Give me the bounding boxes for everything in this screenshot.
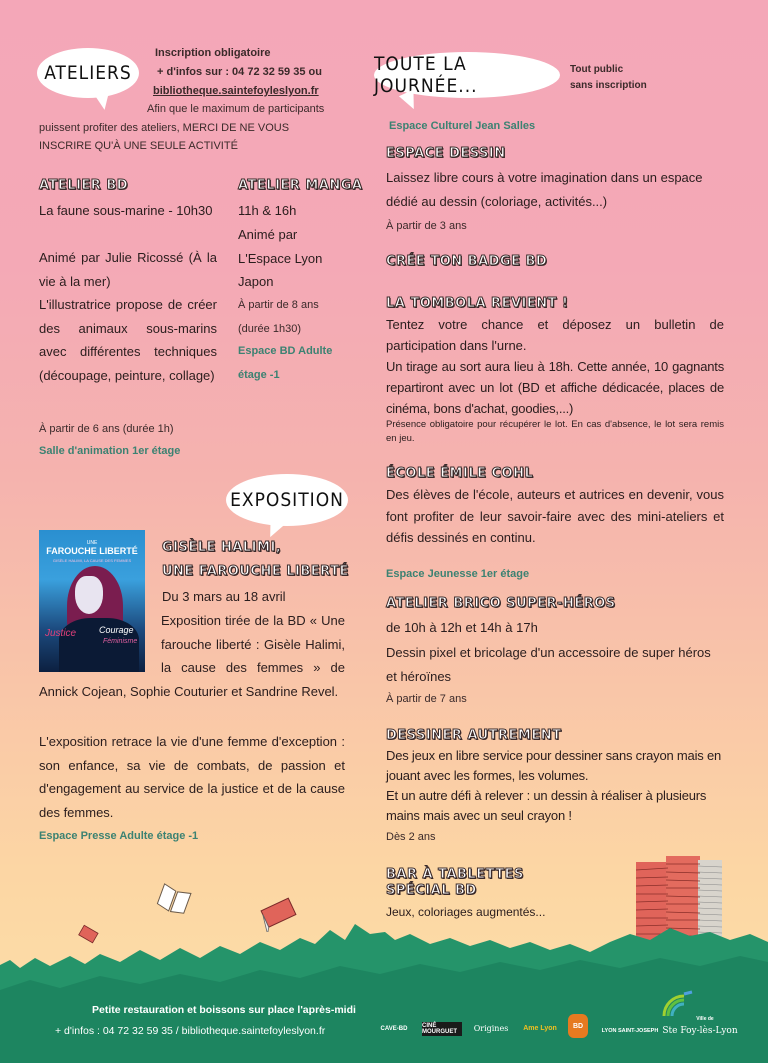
exposition-bubble (226, 474, 348, 526)
exposition-title-line1: GISÈLE HALIMI, (162, 540, 282, 555)
exposition-title-line2: UNE FAROUCHE LIBERTÉ (162, 564, 349, 579)
autrement-desc1: Des jeux en libre service pour dessiner sans crayon mais en jouant avec les formes, les volumes. (386, 748, 722, 783)
logo-origines: Origines (473, 1023, 509, 1033)
exposition-bubble-label: EXPOSITION (230, 489, 344, 511)
cover-title: FAROUCHE LIBERTÉ (46, 546, 138, 556)
espace-dessin-desc: Laissez libre cours à votre imagination dans un espace dédié au dessin (coloriage, activités...) (386, 170, 703, 209)
logo-ste-foy: Ste Foy-lès-Lyon (662, 1026, 738, 1036)
logo-cave-bd: CAVE-BD (380, 1026, 408, 1032)
inscription-line-2: + d'infos sur : 04 72 32 59 35 ou (157, 66, 322, 78)
atelier-bd-age: À partir de 6 ans (durée 1h) (39, 423, 174, 435)
notice-line-1: puissent profiter des ateliers, MERCI DE NE VOUS (39, 122, 290, 134)
ateliers-bubble-label: ATELIERS (44, 62, 132, 84)
exposition-desc1: Exposition tirée de la BD « Une farouche liberté : Gisèle Halimi, la cause des femmes » de Annick Cojean, Sophie Couturier et Sandrine Revel. (39, 613, 345, 699)
atelier-bd-line3: L'illustratrice propose de créer des animaux sous-marins avec différentes techniques (découpage, peinture, collage) (39, 297, 217, 383)
exposition-location: Espace Presse Adulte étage -1 (39, 830, 199, 842)
cover-word-justice: Justice (45, 628, 77, 639)
inscription-line-4: Afin que le maximum de participants (147, 103, 325, 115)
bubble-tail (263, 517, 285, 540)
atelier-bd-line1: La faune sous-marine - 10h30 (39, 203, 213, 218)
atelier-manga-age: À partir de 8 ans (durée 1h30) (238, 299, 319, 335)
inscription-link[interactable]: bibliotheque.saintefoyleslyon.fr (153, 85, 319, 97)
journee-bubble (374, 52, 560, 98)
journee-public-line1: Tout public (570, 64, 624, 75)
brico-age: À partir de 7 ans (386, 693, 467, 705)
atelier-bd-location: Salle d'animation 1er étage (39, 445, 181, 457)
exposition-dates: Du 3 mars au 18 avril (162, 589, 286, 604)
atelier-bd-line2: Animé par Julie Ricossé (À la vie à la mer) (39, 250, 217, 289)
tombola-desc2: Un tirage au sort aura lieu à 18h. Cette année, 10 gagnants repartiront avec un lot (BD et affiche dédicacée, places de cinéma, bons d'achat, goodies,...) (386, 359, 724, 416)
journee-location-2: Espace Jeunesse 1er étage (386, 568, 530, 580)
journee-bubble-label: TOUTE LA JOURNÉE... (374, 53, 478, 97)
footer-line-2[interactable]: + d'infos : 04 72 32 59 35 / bibliotheque.saintefoyleslyon.fr (55, 1025, 326, 1037)
cover-word-feminisme: Féminisme (103, 638, 138, 645)
journee-location-1: Espace Culturel Jean Salles (389, 120, 536, 132)
tombola-note: Présence obligatoire pour récupérer le lot. En cas d'absence, le lot sera remis en jeu. (386, 419, 724, 444)
ateliers-bubble (37, 48, 139, 98)
inscription-line-1: Inscription obligatoire (155, 47, 271, 59)
logo-cine-mourguet: CINÉ MOURGUET (422, 1022, 462, 1036)
bubble-tail (94, 91, 113, 112)
cover-small-top: UNE (86, 540, 98, 546)
city-prefix: Ville de (696, 1016, 714, 1022)
notice-line-2: INSCRIRE QU'À UNE SEULE ACTIVITÉ (39, 140, 238, 152)
open-book-icon (156, 882, 192, 916)
brico-title: ATELIER BRICO SUPER-HÉROS (386, 596, 616, 611)
brico-desc: Dessin pixel et bricolage d'un accessoire de super héros et héroïnes (386, 645, 711, 684)
cohl-desc: Des élèves de l'école, auteurs et autrices en devenir, vous font profiter de leur savoir-faire avec des mini-ateliers et défis dessinés en continu. (386, 487, 724, 545)
autrement-age: Dès 2 ans (386, 831, 436, 843)
autrement-title: DESSINER AUTREMENT (386, 728, 562, 743)
atelier-manga-line2: Animé par L'Espace Lyon Japon (238, 227, 323, 289)
atelier-manga-line1: 11h & 16h (238, 203, 297, 218)
espace-dessin-title: ESPACE DESSIN (386, 146, 506, 161)
autrement-desc2: Et un autre défi à relever : un dessin à réaliser à plusieurs mains mais avec un seul crayon ! (386, 788, 707, 823)
atelier-bd-title: ATELIER BD (39, 178, 129, 193)
logo-ame-lyon: Ame Lyon (523, 1024, 557, 1032)
badge-title: CRÉE TON BADGE BD (386, 254, 548, 269)
exposition-desc2: L'exposition retrace la vie d'une femme d'exception : son enfance, sa vie de combats, de passion et d'engagement au service de la justice et de la cause des femmes. (39, 734, 345, 820)
cover-word-courage: Courage (99, 625, 134, 635)
brico-hours: de 10h à 12h et 14h à 17h (386, 620, 538, 635)
footer-line-1: Petite restauration et boissons sur place l'après-midi (92, 1004, 356, 1016)
grass-foliage (0, 920, 768, 1063)
cohl-title: ÉCOLE ÉMILE COHL (386, 466, 534, 481)
tombola-title: LA TOMBOLA REVIENT ! (386, 296, 569, 311)
espace-dessin-age: À partir de 3 ans (386, 220, 467, 232)
cover-float-spacer (39, 609, 161, 679)
bar-desc: Jeux, coloriages augmentés... (386, 905, 546, 919)
atelier-manga-title: ATELIER MANGA (238, 178, 363, 193)
bar-title-line1: BAR À TABLETTES (386, 867, 524, 882)
atelier-manga-location: Espace BD Adulte étage -1 (238, 345, 333, 381)
logo-bd: BD (568, 1014, 588, 1038)
tombola-desc1: Tentez votre chance et déposez un bulletin de participation dans l'urne. (386, 317, 724, 353)
journee-public-line2: sans inscription (570, 80, 647, 91)
exposition-desc1-wrap (39, 609, 345, 729)
bar-title-line2: SPÉCIAL BD (386, 883, 477, 898)
cover-subtitle: GISÈLE HALIMI, LA CAUSE DES FEMMES (52, 558, 132, 563)
logo-lyon-saint-joseph: LYON SAINT-JOSEPH (601, 1028, 659, 1034)
